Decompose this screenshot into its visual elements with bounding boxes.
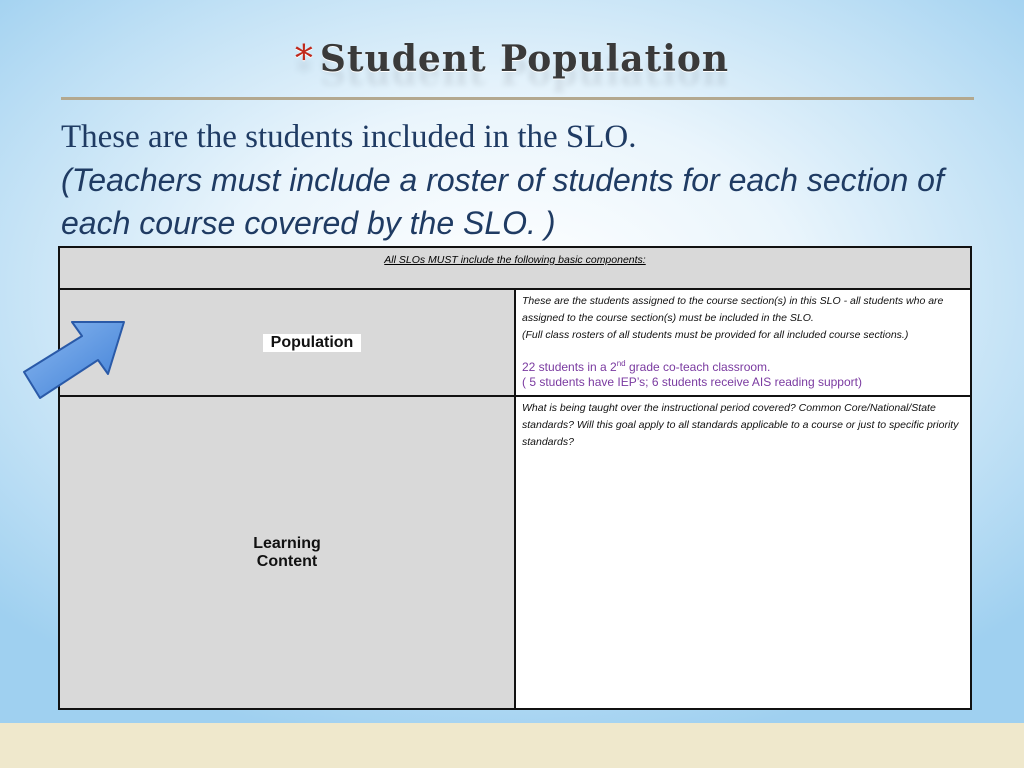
table-header-text: All SLOs MUST include the following basic components: [384,254,646,266]
intro-line-2: (Teachers must include a roster of students for each section of each course covered by the SLO. ) [61,162,944,241]
learning-content-label-line1: Learning [253,534,321,552]
population-description: These are the students assigned to the course section(s) in this SLO - all students who are assigned to the course section(s) must be included in the SLO. [522,295,944,324]
title-divider [61,97,974,100]
population-label: Population [263,334,362,352]
learning-content-description: What is being taught over the instructional period covered? Common Core/National/State standards? Will this goal apply to all standards applicable to a course or just to specific priority standards? [522,402,959,448]
population-roster-note: (Full class rosters of all students must be provided for all included course sections.) [522,329,909,341]
population-detail-grade: grade co-teach classroom. [625,360,771,374]
intro-text [61,116,991,245]
arrow-icon [20,312,140,412]
title-asterisk: * [294,39,314,80]
population-detail-count: 22 students in a 2 [522,360,617,374]
intro-line-1: These are the students included in the SLO. [61,119,637,155]
table-header [59,247,971,289]
slide-title [0,38,1024,80]
learning-content-label-cell [59,396,515,709]
population-detail-support: ( 5 students have IEP’s; 6 students receive AIS reading support) [522,375,862,389]
population-detail-sup: nd [616,359,626,368]
footer-band [0,723,1024,768]
title-text: Student Population [319,38,730,80]
population-content-cell [515,289,971,396]
population-detail [522,356,964,390]
slo-components-table [58,246,972,710]
learning-content-label-line2: Content [256,552,318,570]
learning-content-cell [515,396,971,709]
